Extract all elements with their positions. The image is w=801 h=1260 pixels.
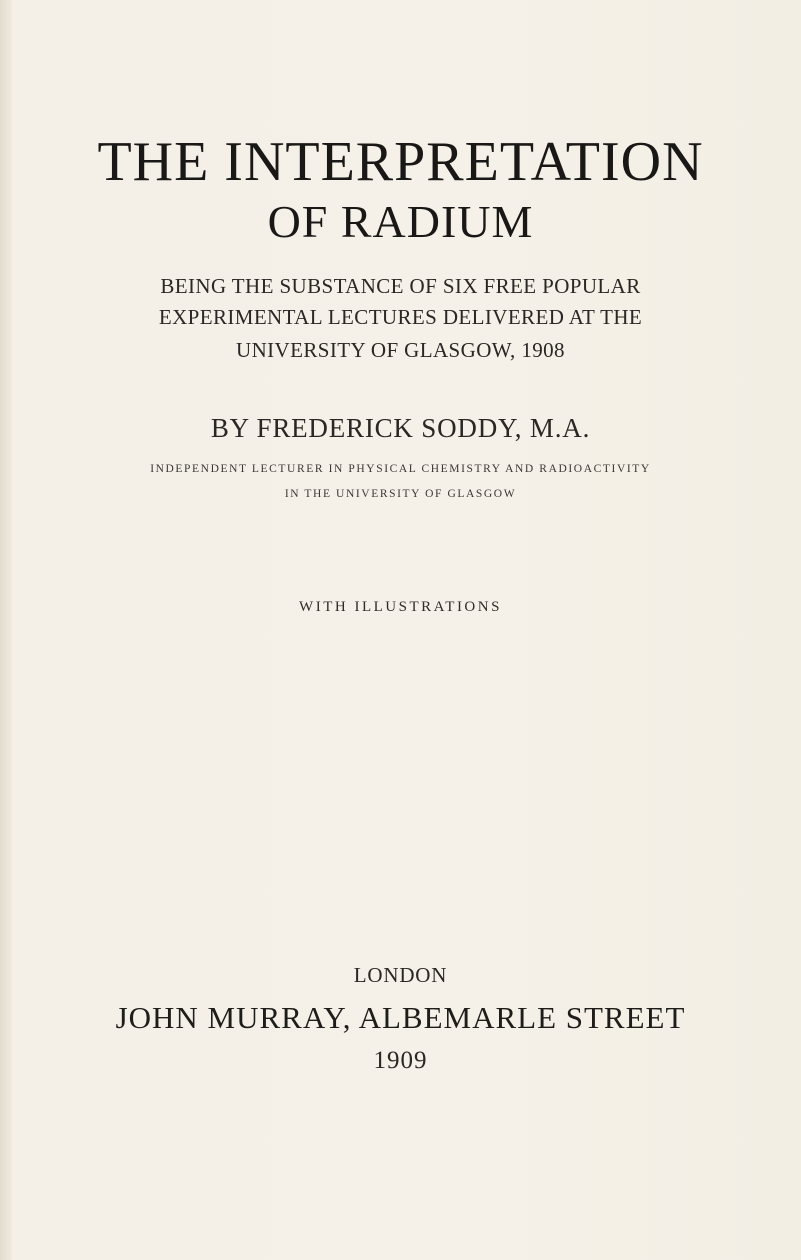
book-title-line-2: OF RADIUM [267, 196, 534, 247]
imprint-year: 1909 [373, 1047, 428, 1074]
book-title-line-1: THE INTERPRETATION [97, 131, 704, 193]
imprint-publisher: JOHN MURRAY, ALBEMARLE STREET [115, 1000, 686, 1035]
author-byline: BY FREDERICK SODDY, M.A. [210, 413, 591, 443]
subtitle-line-1: BEING THE SUBSTANCE OF SIX FREE POPULAR [160, 274, 641, 298]
subtitle-line-2: EXPERIMENTAL LECTURES DELIVERED AT THE [158, 305, 643, 329]
imprint-place: LONDON [353, 963, 448, 987]
illustrations-note: WITH ILLUSTRATIONS [299, 599, 502, 615]
subtitle-line-3: UNIVERSITY OF GLASGOW, 1908 [236, 338, 565, 362]
author-affiliation-line-2: IN THE UNIVERSITY OF GLASGOW [284, 488, 517, 500]
author-affiliation-line-1: INDEPENDENT LECTURER IN PHYSICAL CHEMISTRY AND RADIOACTIVITY [150, 463, 651, 475]
